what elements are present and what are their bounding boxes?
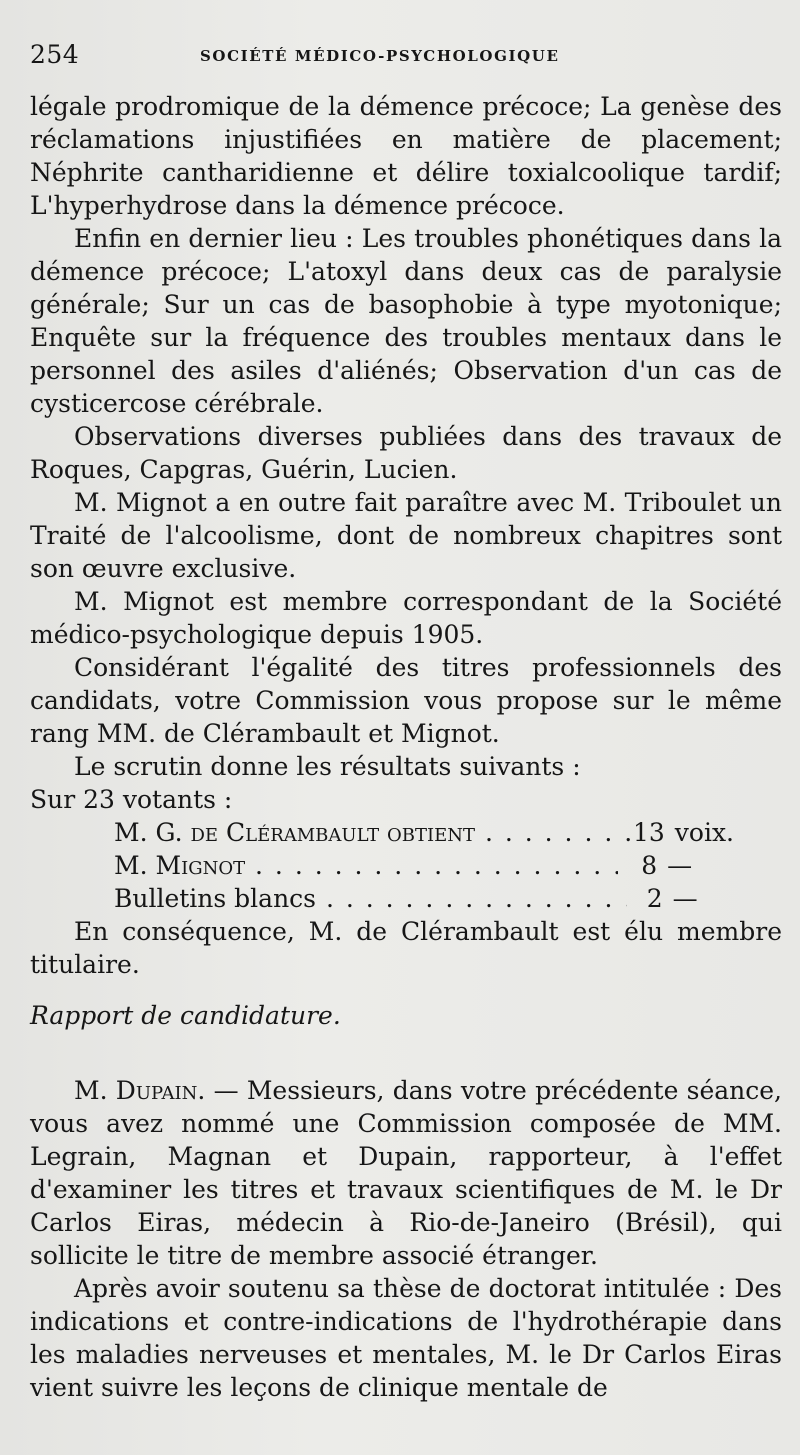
- vote-name: M. Mignot: [114, 851, 246, 880]
- paragraph-continued: légale prodromique de la démence précoce; La genèse des réclamations injustifiées en matière de placement; Néphrite cantharidienne et délire toxialcoolique tardif; L'hyperhydrose dans la démence précoce.: [30, 92, 782, 220]
- paragraph: Considérant l'égalité des titres professionnels des candidats, votre Commission vous propose sur le même rang MM. de Clérambault et Mignot.: [30, 653, 782, 748]
- paragraph: M. Mignot est membre correspondant de la Société médico-psychologique depuis 1905.: [30, 587, 782, 649]
- election-result: En conséquence, M. de Clérambault est élu membre titulaire.: [30, 917, 782, 979]
- vote-name: M. G. de Clérambault obtient: [114, 818, 476, 847]
- page-number: 254: [30, 40, 80, 69]
- report-paragraph: [30, 1074, 782, 1272]
- vote-unit: —: [667, 851, 693, 880]
- vote-row: [114, 816, 734, 849]
- vote-row: [114, 882, 734, 915]
- vote-count: 8: [641, 851, 658, 880]
- paragraph: Le scrutin donne les résultats suivants :: [74, 752, 581, 781]
- speaker-name: M. Dupain.: [74, 1076, 206, 1105]
- vote-count: 13: [632, 818, 665, 847]
- vote-unit: voix.: [674, 818, 734, 847]
- running-head: SOCIÉTÉ MÉDICO-PSYCHOLOGIQUE: [200, 47, 560, 65]
- section-heading: Rapport de candidature.: [30, 1001, 341, 1030]
- body-text: [30, 90, 782, 1404]
- report-paragraph: Après avoir soutenu sa thèse de doctorat intitulée : Des indications et contre-indications de l'hydrothérapie dans les maladies nerveuses et mentales, M. le Dr Carlos Eiras vient suivre les leçons de clinique mentale de: [30, 1274, 782, 1402]
- vote-row: [114, 849, 734, 882]
- vote-count: 2: [646, 884, 663, 913]
- paragraph: Enfin en dernier lieu : Les troubles phonétiques dans la démence précoce; L'atoxyl dans deux cas de paralysie générale; Sur un cas de basophobie à type myotonique; Enquête sur la fréquence des troubles mentaux dans le personnel des asiles d'aliénés; Observation d'un cas de cysticercose cérébrale.: [30, 224, 782, 418]
- paragraph: M. Mignot a en outre fait paraître avec M. Triboulet un Traité de l'alcoolisme, dont de nombreux chapitres sont son œuvre exclusive.: [30, 488, 782, 583]
- vote-tally: [114, 816, 734, 915]
- report-text: — Messieurs, dans votre précédente séance, vous avez nommé une Commission composée de MM. Legrain, Magnan et Dupain, rapporteur, à l'effet d'examiner les titres et travaux scientifiques de M. le Dr Carlos Eiras, médecin à Rio-de-Janeiro (Brésil), qui sollicite le titre de membre associé étranger.: [30, 1076, 782, 1270]
- votes-intro: Sur 23 votants :: [30, 785, 233, 814]
- vote-unit: —: [672, 884, 698, 913]
- vote-name: Bulletins blancs: [114, 884, 317, 913]
- paragraph: Observations diverses publiées dans des travaux de Roques, Capgras, Guérin, Lucien.: [30, 422, 782, 484]
- page-header: [30, 40, 750, 74]
